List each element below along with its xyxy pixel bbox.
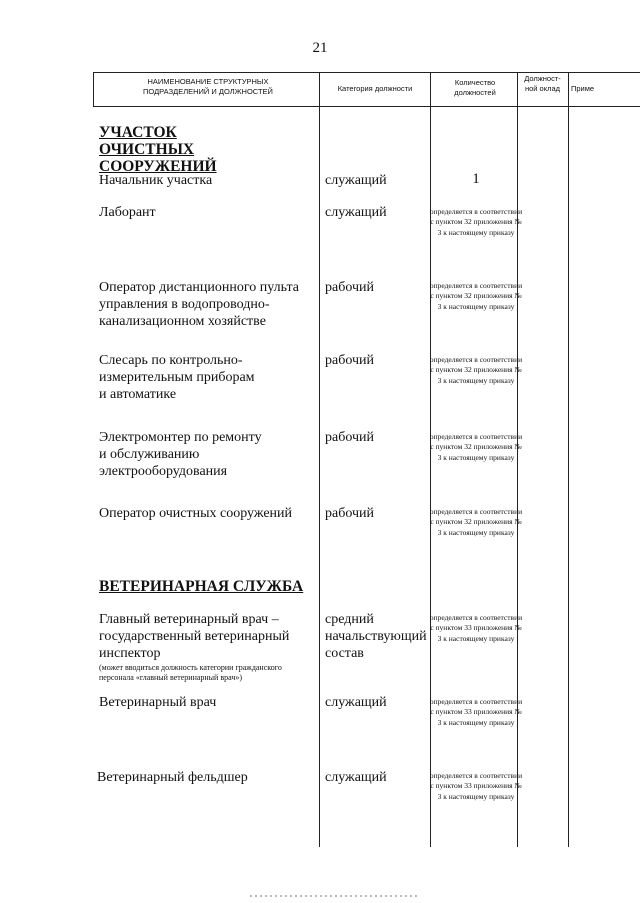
row-position: Лаборант <box>99 205 156 220</box>
row-count: определяется в соответствии с пунктом 32 приложения № 3 к настоящему приказу <box>429 355 523 385</box>
row-position-title: Главный ветеринарный врач – государственный ветеринарный инспектор <box>99 612 290 661</box>
row-position: Ветеринарный врач <box>99 695 217 710</box>
row-category: средний начальствующий состав <box>325 612 427 661</box>
row-position: Начальник участка <box>99 173 213 188</box>
row-position: Оператор дистанционного пульта управления в водопроводно-канализационном хозяйстве <box>99 280 300 329</box>
row-count: определяется в соответствии с пунктом 32 приложения № 3 к настоящему приказу <box>429 432 523 462</box>
row-category: служащий <box>325 173 387 188</box>
column-divider-1 <box>93 72 94 106</box>
header-count: Количество должностей <box>454 78 496 97</box>
row-position: Ветеринарный фельдшер <box>97 770 248 785</box>
column-divider-5 <box>568 72 569 847</box>
row-category: рабочий <box>325 353 374 368</box>
header-salary: Должност-ной оклад <box>524 74 561 93</box>
table-top-border <box>93 72 640 73</box>
column-divider-2 <box>319 72 320 847</box>
row-count: определяется в соответствии с пунктом 32 приложения № 3 к настоящему приказу <box>429 281 523 311</box>
header-category: Категория должности <box>337 84 413 93</box>
scan-artifact-dots <box>250 895 420 897</box>
row-position-note: (может вводиться должность категории гражданского персонала «главный ветеринарный врач») <box>99 663 282 682</box>
row-category: рабочий <box>325 280 374 295</box>
table-header-bottom-border <box>93 106 640 107</box>
row-category: служащий <box>325 770 387 785</box>
row-category: служащий <box>325 205 387 220</box>
section-title-veterinary-service: ВЕТЕРИНАРНАЯ СЛУЖБА <box>99 578 304 595</box>
row-category: рабочий <box>325 430 374 445</box>
header-notes: Приме <box>571 84 595 93</box>
row-count: 1 <box>472 171 480 187</box>
row-category: рабочий <box>325 506 374 521</box>
row-position <box>99 611 299 683</box>
page-number: 21 <box>312 40 328 56</box>
row-count: определяется в соответствии с пунктом 32 приложения № 3 к настоящему приказу <box>429 507 523 537</box>
row-count: определяется в соответствии с пунктом 33 приложения № 3 к настоящему приказу <box>429 697 523 727</box>
header-positions: НАИМЕНОВАНИЕ СТРУКТУРНЫХ ПОДРАЗДЕЛЕНИЙ И ДОЛЖНОСТЕЙ <box>143 77 273 96</box>
row-count: определяется в соответствии с пунктом 33 приложения № 3 к настоящему приказу <box>429 613 523 643</box>
row-count: определяется в соответствии с пунктом 32 приложения № 3 к настоящему приказу <box>429 207 523 237</box>
row-position: Электромонтер по ремонту и обслуживанию электрооборудования <box>99 430 262 479</box>
row-position: Оператор очистных сооружений <box>99 506 293 521</box>
row-category: служащий <box>325 695 387 710</box>
row-position: Слесарь по контрольно-измерительным приборам и автоматике <box>99 353 255 402</box>
row-count: определяется в соответствии с пунктом 33 приложения № 3 к настоящему приказу <box>429 771 523 801</box>
section-title-treatment-facilities: УЧАСТОК ОЧИСТНЫХ СООРУЖЕНИЙ <box>99 124 217 175</box>
